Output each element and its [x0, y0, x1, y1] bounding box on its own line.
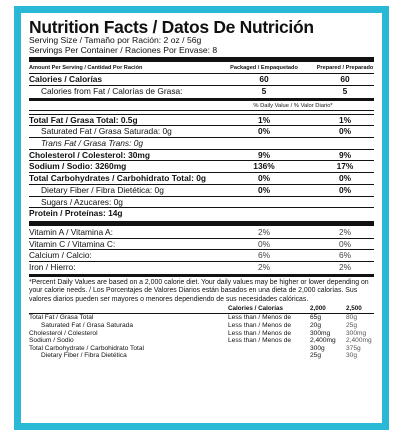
nutrient-label: Total Carbohydrates / Carbohidrato Total: 0g	[29, 173, 206, 184]
footer-row-2500: 30g	[346, 352, 358, 360]
nutrient-row-saturated-fat	[29, 126, 374, 137]
footer-row-label: Sodium / Sodio	[29, 337, 74, 345]
nutrient-row-protein	[29, 208, 374, 219]
vitamin-row-c	[29, 239, 374, 250]
vitamin-prepared-dv: 0%	[338, 238, 352, 249]
footer-row-label: Total Carbohydrate / Carbohidrato Total	[29, 344, 144, 352]
vitamin-row-calcium	[29, 250, 374, 261]
vitamin-row-a	[29, 227, 374, 238]
medium-divider	[29, 98, 374, 101]
nutrient-packaged-dv: 136%	[253, 161, 275, 172]
footer-row	[29, 345, 374, 353]
vitamin-packaged-dv: 6%	[257, 250, 271, 261]
vitamin-prepared-dv: 2%	[338, 262, 352, 273]
daily-value-header-row	[29, 102, 374, 110]
nutrient-packaged-dv: 0%	[257, 126, 271, 137]
thick-divider	[29, 57, 374, 62]
amount-per-serving-label: Amount Per Serving / Cantidad Por Ración	[29, 65, 143, 72]
vitamin-packaged-dv: 2%	[257, 262, 271, 273]
nutrient-row-dietary-fiber	[29, 185, 374, 196]
nutrition-label-border	[14, 6, 389, 430]
footer-row-2000: 300mg	[310, 329, 331, 337]
vitamin-label: Vitamin C / Vitamina C:	[29, 238, 116, 249]
vitamin-prepared-dv: 6%	[338, 250, 352, 261]
footer-row-2500: 375g	[346, 344, 361, 352]
calories-from-fat-prepared: 5	[342, 85, 348, 96]
footer-row-2500: 80g	[346, 314, 358, 322]
footer-row-qualifier: Less than / Menos de	[228, 314, 292, 322]
calories-label: Calories / Calorías	[29, 74, 103, 85]
thick-divider	[29, 221, 374, 226]
prepared-header: Prepared / Preparado	[316, 65, 374, 72]
nutrient-label: Saturated Fat / Grasa Saturada: 0g	[41, 126, 172, 137]
footer-row-2000: 20g	[310, 322, 322, 330]
daily-value-footnote: *Percent Daily Values are based on a 2,000 calorie diet. Your daily values may be higher or lower depending on your calorie needs. / Los Porcentajes de Valores Diarios están basados en una dieta de 2,000 calorías. Sus valores diarios pueden ser mayores o menores dependiendo de sus necesidades calóricas.	[29, 278, 369, 303]
nutrient-label: Trans Fat / Grasa Trans: 0g	[41, 138, 144, 148]
footer-row-label: Cholesterol / Colesterol	[29, 329, 98, 337]
footer-row-2000: 2,400mg	[310, 337, 336, 345]
vitamin-prepared-dv: 2%	[338, 226, 352, 237]
footer-2500-header: 2,500	[346, 304, 362, 312]
vitamin-row-iron	[29, 262, 374, 273]
calories-row	[29, 74, 374, 85]
nutrient-prepared-dv: 0%	[338, 126, 352, 137]
nutrition-label	[21, 13, 382, 423]
footer-row-2000: 65g	[310, 314, 322, 322]
calories-from-fat-label: Calories from Fat / Calorías de Grasa:	[41, 85, 183, 96]
nutrient-label: Sodium / Sodio: 3260mg	[29, 161, 127, 172]
nutrient-row-total-fat	[29, 115, 374, 126]
footer-2000-header: 2,000	[310, 304, 326, 312]
nutrient-prepared-dv: 1%	[338, 114, 352, 125]
footer-calories-label: Calories / Calorías	[228, 304, 283, 312]
nutrient-prepared-dv: 9%	[338, 149, 352, 160]
calories-packaged: 60	[259, 74, 269, 85]
medium-divider	[29, 274, 374, 277]
footer-row	[29, 337, 374, 345]
packaged-header: Packaged / Empaquetado	[230, 65, 298, 72]
footer-row-2000: 25g	[310, 352, 322, 360]
nutrient-row-cholesterol	[29, 150, 374, 161]
nutrient-packaged-dv: 0%	[257, 184, 271, 195]
footer-row-label: Dietary Fiber / Fibra Dietética	[41, 352, 127, 360]
nutrient-packaged-dv: 0%	[257, 173, 271, 184]
vitamin-label: Iron / Hierro:	[29, 262, 76, 273]
calories-prepared: 60	[340, 74, 350, 85]
nutrient-prepared-dv: 0%	[338, 173, 352, 184]
footer-row	[29, 330, 374, 338]
nutrient-packaged-dv: 1%	[257, 114, 271, 125]
daily-value-header: % Daily Value / % Valor Diario*	[253, 102, 333, 109]
nutrient-row-sugars	[29, 197, 374, 208]
vitamin-label: Vitamin A / Vitamina A:	[29, 226, 113, 237]
footer-row-qualifier: Less than / Menos de	[228, 322, 292, 330]
nutrient-row-trans-fat	[29, 138, 374, 149]
servings-per-container: Servings Per Container / Raciones Por Envase: 8	[29, 44, 218, 55]
footer-row-qualifier: Less than / Menos de	[228, 329, 292, 337]
nutrient-label: Cholesterol / Colesterol: 30mg	[29, 149, 150, 160]
vitamin-packaged-dv: 0%	[257, 238, 271, 249]
vitamin-label: Calcium / Calcio:	[29, 250, 92, 261]
footer-row	[29, 314, 374, 322]
footer-row-qualifier: Less than / Menos de	[228, 337, 292, 345]
nutrient-label: Dietary Fiber / Fibra Dietética: 0g	[41, 184, 164, 195]
footer-row-label: Total Fat / Grasa Total	[29, 314, 94, 322]
footer-row-2500: 2,400mg	[346, 337, 372, 345]
nutrient-row-total-carbohydrates	[29, 173, 374, 184]
footer-row-qualifier	[228, 352, 310, 360]
footer-row	[29, 352, 374, 360]
calories-from-fat-packaged: 5	[261, 85, 267, 96]
footer-row	[29, 322, 374, 330]
column-header-row	[29, 63, 374, 73]
calories-from-fat-row	[29, 86, 374, 97]
footer-row-label: Saturated Fat / Grasa Saturada	[41, 322, 133, 330]
nutrient-label: Protein / Proteínas: 14g	[29, 208, 123, 219]
footer-table-header	[29, 305, 374, 314]
nutrient-label: Total Fat / Grasa Total: 0.5g	[29, 114, 138, 125]
footer-row-2500: 300mg	[346, 329, 367, 337]
nutrient-row-sodium	[29, 161, 374, 172]
vitamin-packaged-dv: 2%	[257, 226, 271, 237]
footer-row-qualifier	[228, 345, 310, 353]
nutrient-prepared-dv: 17%	[336, 161, 354, 172]
footer-row-2500: 25g	[346, 322, 358, 330]
nutrient-packaged-dv: 9%	[257, 149, 271, 160]
nutrient-label: Sugars / Azucares: 0g	[41, 196, 123, 207]
footer-row-2000: 300g	[310, 344, 325, 352]
label-title: Nutrition Facts / Datos De Nutrición	[29, 17, 314, 37]
nutrient-prepared-dv: 0%	[338, 184, 352, 195]
serving-size: Serving Size / Tamaño por Ración: 2 oz / 56g	[29, 35, 202, 45]
